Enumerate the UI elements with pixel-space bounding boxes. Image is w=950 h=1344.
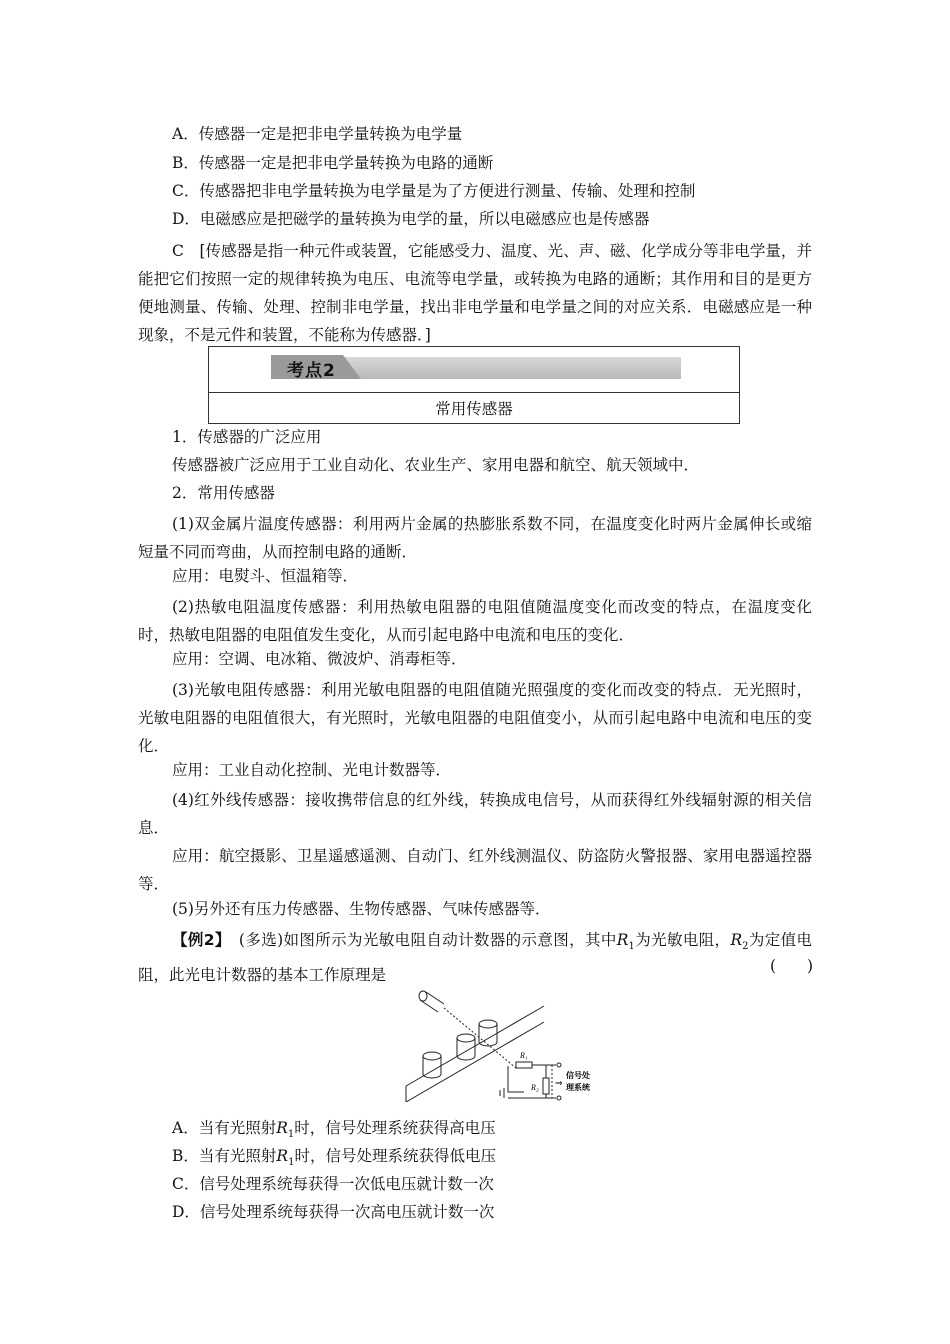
q1-answer: C [传感器是指一种元件或装置，它能感受力、温度、光、声、磁、化学成分等非电学量，并能把它们按照一定的规律转换为电压、电流等电学量，或转换为电路的通断；其作用和目的是更方便地测量、传输、处理、控制非电学量，找出非电学量和电学量之间的对应关系．电磁感应是一种现象，不是元件和装置，不能称为传感器．]: [138, 242, 812, 344]
item-1-text: (1)双金属片温度传感器：利用两片金属的热膨胀系数不同，在温度变化时两片金属伸长或缩短量不同而弯曲，从而控制电路的通断．: [138, 515, 812, 561]
light-lens: [419, 991, 427, 1001]
r1-symbol: R: [616, 931, 629, 949]
wire-left: [508, 1066, 524, 1092]
kaodian-tag: 考点2: [287, 361, 336, 381]
r2-resistor: [543, 1078, 549, 1094]
kaodian-box: [208, 346, 740, 424]
wire-bottom: [508, 1094, 546, 1098]
option-a-pre: A．当有光照射: [172, 1119, 277, 1137]
option-b-pre: B．当有光照射: [172, 1147, 277, 1165]
r1-subscript: 1: [628, 941, 635, 953]
r1-resistor: [516, 1062, 532, 1068]
section2-heading: 2．常用传感器: [172, 484, 275, 502]
option-a-r: R: [276, 1119, 288, 1137]
kaodian-title: 常用传感器: [435, 400, 513, 418]
fig-arrow: ⇒: [555, 1079, 563, 1089]
example-stem-c: 为定值电阻，此光电计数器的基本工作原理是: [138, 931, 812, 985]
item-3-app: 应用：工业自动化控制、光电计数器等．: [172, 761, 452, 779]
fig-output-label-1: 信号处: [566, 1071, 590, 1080]
r2-symbol: R: [730, 931, 743, 949]
q1-option-a: A．传感器一定是把非电学量转换为电学量: [172, 125, 463, 143]
q1-option-d: D．电磁感应是把磁学的量转换为电学的量，所以电磁感应也是传感器: [172, 210, 650, 228]
item-2-text: (2)热敏电阻温度传感器：利用热敏电阻器的电阻值随温度变化而改变的特点，在温度变化时，热敏电阻器的电阻值发生变化，从而引起电路中电流和电压的变化．: [138, 598, 812, 644]
kaodian-divider: [209, 392, 739, 393]
example-label: 【例2】: [172, 931, 224, 949]
item-3-text: (3)光敏电阻传感器：利用光敏电阻器的电阻值随光照强度的变化而改变的特点．无光照时，光敏电阻器的电阻值很大，有光照时，光敏电阻器的电阻值变小，从而引起电路中电流和电压的变化．: [138, 681, 812, 755]
section1-text: 传感器被广泛应用于工业自动化、农业生产、家用电器和航空、航天领域中．: [172, 456, 700, 474]
example-stem: [138, 926, 812, 989]
battery: [500, 1088, 504, 1098]
option-a-post: 时，信号处理系统获得高电压: [294, 1119, 496, 1137]
q1-option-b: B．传感器一定是把非电学量转换为电路的通断: [172, 154, 494, 172]
item-5: (5)另外还有压力传感器、生物传感器、气味传感器等．: [172, 900, 551, 918]
q1-option-c: C．传感器把非电学量转换为电学量是为了方便进行测量、传输、处理和控制: [172, 182, 696, 200]
photo-counter-figure: [404, 986, 604, 1102]
option-b-r: R: [276, 1147, 289, 1165]
option-b-sub: 1: [288, 1157, 295, 1169]
example-option-c: C．信号处理系统每获得一次低电压就计数一次: [172, 1175, 494, 1193]
terminal-bottom: [557, 1096, 561, 1100]
example-stem-a: (多选)如图所示为光敏电阻自动计数器的示意图，其中: [223, 931, 617, 949]
item-4-text: (4)红外线传感器：接收携带信息的红外线，转换成电信号，从而获得红外线辐射源的相关信息．: [138, 791, 812, 837]
item-2-app: 应用：空调、电冰箱、微波炉、消毒柜等．: [172, 650, 467, 668]
light-tube-top: [426, 992, 444, 1004]
answer-blank: ( ): [770, 957, 814, 975]
wire-r1: [532, 1065, 546, 1078]
example-option-a: [172, 1118, 496, 1145]
section1-heading: 1．传感器的广泛应用: [172, 428, 322, 446]
example-option-d: D．信号处理系统每获得一次高电压就计数一次: [172, 1203, 495, 1221]
fig-r1-label: R₁: [520, 1051, 528, 1060]
r2-subscript: 2: [742, 941, 749, 953]
terminal-top: [557, 1063, 561, 1067]
example-stem-b: 为光敏电阻，: [634, 931, 731, 949]
fig-output-label-2: 理系统: [566, 1083, 590, 1092]
option-b-post: 时，信号处理系统获得低电压: [294, 1147, 496, 1165]
item-4-app: 应用：航空摄影、卫星遥感遥测、自动门、红外线测温仪、防盗防火警报器、家用电器遥控器等．: [138, 847, 812, 893]
light-tube-bottom: [420, 1000, 438, 1012]
example-option-b: [172, 1146, 496, 1173]
item-1-app: 应用：电熨斗、恒温箱等．: [172, 567, 359, 585]
option-a-sub: 1: [287, 1129, 295, 1141]
fig-r2-label: R₂: [531, 1083, 539, 1092]
